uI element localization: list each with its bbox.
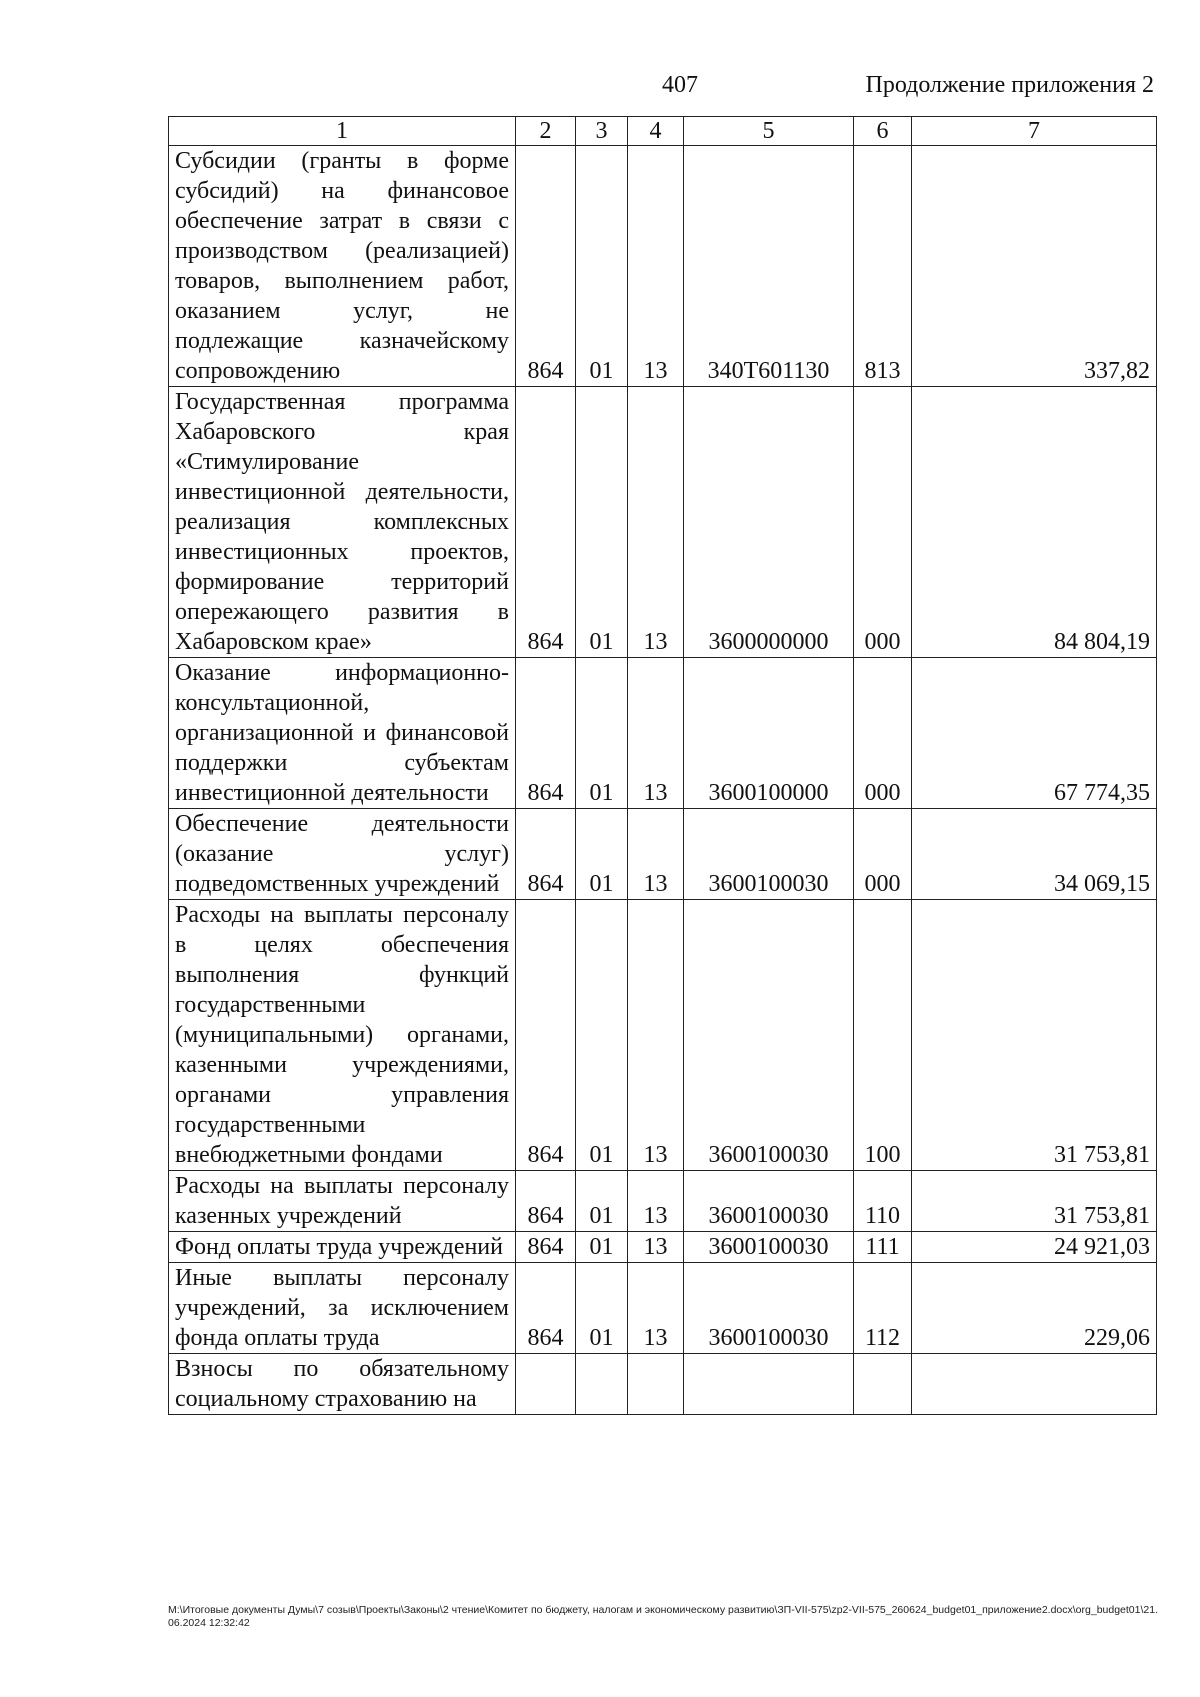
cell-amount: 31 753,81 [912,900,1157,1171]
cell-amount: 31 753,81 [912,1171,1157,1232]
cell-col3: 01 [576,658,628,809]
table-row [169,900,1157,1171]
cell-col5: 3600100030 [684,900,854,1171]
cell-col3: 01 [576,809,628,900]
column-header: 4 [628,117,684,146]
continuation-label: Продолжение приложения 2 [865,72,1154,98]
cell-amount: 229,06 [912,1263,1157,1354]
cell-col5: 3600100030 [684,1263,854,1354]
cell-col5: 340Т601130 [684,146,854,387]
cell-col6: 813 [854,146,912,387]
cell-col2: 864 [516,1171,576,1232]
cell-col3: 01 [576,146,628,387]
cell-col5: 3600100030 [684,1171,854,1232]
cell-col6: 000 [854,387,912,658]
cell-col6: 112 [854,1263,912,1354]
cell-col4: 13 [628,900,684,1171]
cell-col5: 3600000000 [684,387,854,658]
cell-col2: 864 [516,387,576,658]
cell-col3: 01 [576,900,628,1171]
cell-col4 [628,1354,684,1415]
footer-file-path: M:\Итоговые документы Думы\7 созыв\Проекты\Законы\2 чтение\Комитет по бюджету, налогам и экономическому развитию\ЗП-VII-575\zp2-VII-575_260624_budget01_приложение2.docx\org_budget01\21.06.2024 12:32:42 [168,1604,1158,1629]
row-name: Взносы по обязательному социальному страхованию на [169,1354,516,1415]
cell-col5: 3600100030 [684,1232,854,1263]
column-header: 6 [854,117,912,146]
cell-col2 [516,1354,576,1415]
cell-col2: 864 [516,146,576,387]
row-name: Обеспечение деятельности (оказание услуг) подведомственных учреждений [169,809,516,900]
table-row [169,146,1157,387]
column-header: 5 [684,117,854,146]
cell-col4: 13 [628,146,684,387]
cell-amount: 67 774,35 [912,658,1157,809]
cell-col3: 01 [576,387,628,658]
cell-col3: 01 [576,1263,628,1354]
cell-col6 [854,1354,912,1415]
cell-col4: 13 [628,1171,684,1232]
column-header: 1 [169,117,516,146]
cell-col2: 864 [516,1263,576,1354]
table-row [169,809,1157,900]
cell-col6: 111 [854,1232,912,1263]
table-row [169,387,1157,658]
row-name: Государственная программа Хабаровского края «Стимулирование инвестиционной деятельности, реализация комплексных инвестиционных проектов, формирование территорий опережающего развития в Хабаровском крае» [169,387,516,658]
table-row [169,1171,1157,1232]
cell-col3 [576,1354,628,1415]
table-row [169,658,1157,809]
cell-amount: 34 069,15 [912,809,1157,900]
cell-col3: 01 [576,1171,628,1232]
table-row [169,1232,1157,1263]
cell-amount: 24 921,03 [912,1232,1157,1263]
column-header: 7 [912,117,1157,146]
row-name: Субсидии (гранты в форме субсидий) на финансовое обеспечение затрат в связи с производством (реализацией) товаров, выполнением работ, оказанием услуг, не подлежащие казначейскому сопровождению [169,146,516,387]
table-row [169,1263,1157,1354]
cell-col4: 13 [628,1263,684,1354]
cell-col2: 864 [516,1232,576,1263]
page-number: 407 [662,72,698,98]
cell-col2: 864 [516,809,576,900]
budget-table [168,116,1157,1415]
cell-col5: 3600100030 [684,809,854,900]
cell-col2: 864 [516,658,576,809]
row-name: Фонд оплаты труда учреждений [169,1232,516,1263]
cell-amount: 337,82 [912,146,1157,387]
cell-amount: 84 804,19 [912,387,1157,658]
cell-col6: 000 [854,809,912,900]
cell-col6: 110 [854,1171,912,1232]
cell-col5 [684,1354,854,1415]
cell-col5: 3600100000 [684,658,854,809]
cell-col6: 000 [854,658,912,809]
cell-col4: 13 [628,658,684,809]
cell-col2: 864 [516,900,576,1171]
column-header: 2 [516,117,576,146]
cell-col3: 01 [576,1232,628,1263]
cell-col6: 100 [854,900,912,1171]
cell-amount [912,1354,1157,1415]
row-name: Расходы на выплаты персоналу в целях обеспечения выполнения функций государственными (муниципальными) органами, казенными учреждениями, органами управления государственными внебюджетными фондами [169,900,516,1171]
table-row [169,1354,1157,1415]
row-name: Оказание информационно-консультационной, организационной и финансовой поддержки субъектам инвестиционной деятельности [169,658,516,809]
row-name: Расходы на выплаты персоналу казенных учреждений [169,1171,516,1232]
table-header-row [169,117,1157,146]
cell-col4: 13 [628,809,684,900]
row-name: Иные выплаты персоналу учреждений, за исключением фонда оплаты труда [169,1263,516,1354]
cell-col4: 13 [628,387,684,658]
column-header: 3 [576,117,628,146]
cell-col4: 13 [628,1232,684,1263]
